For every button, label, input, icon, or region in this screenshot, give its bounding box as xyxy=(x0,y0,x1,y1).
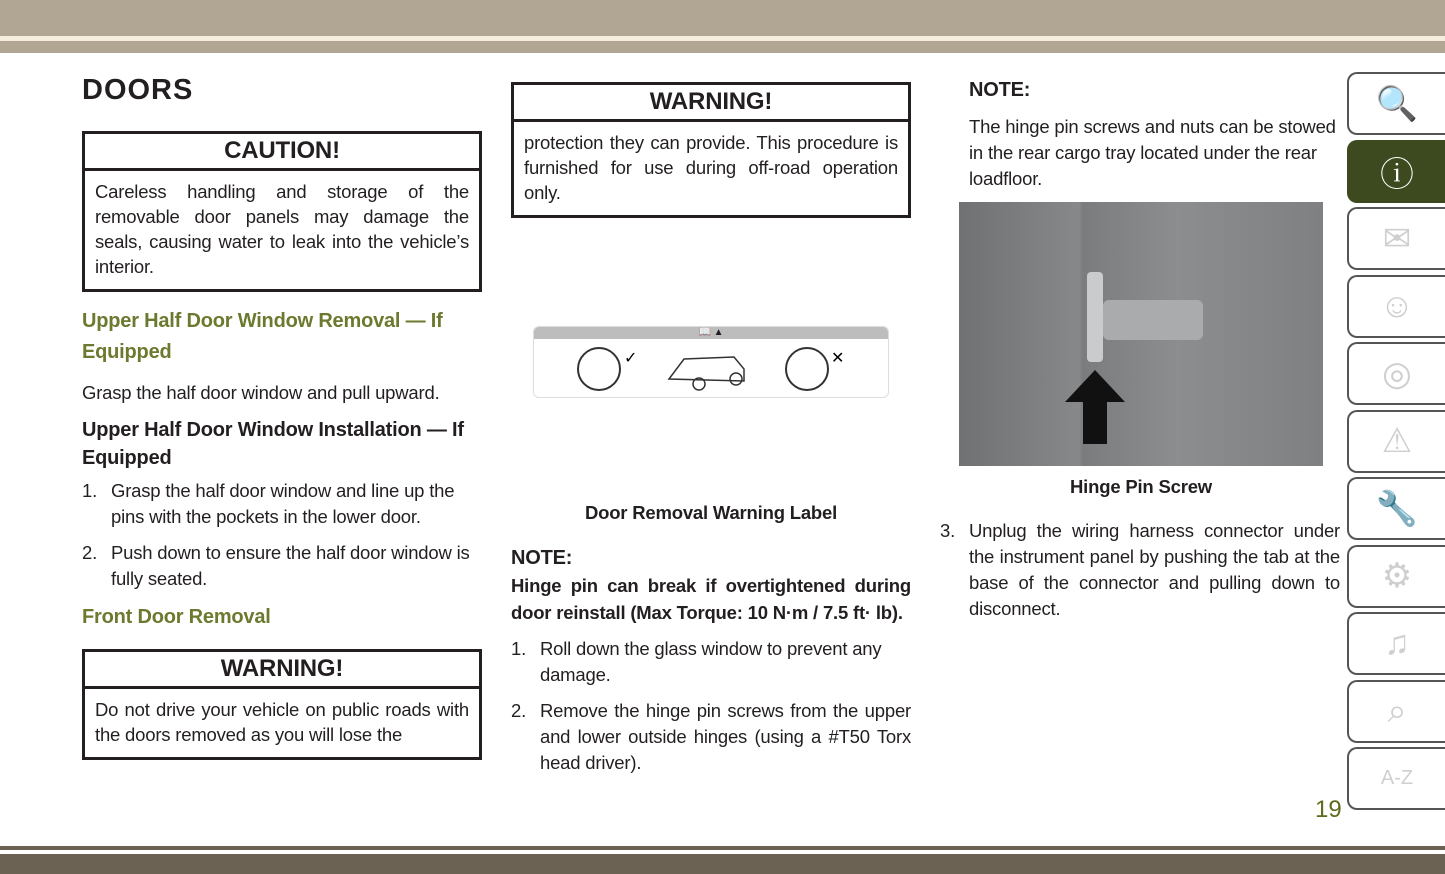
tab-index[interactable] xyxy=(1347,747,1445,810)
caution-box xyxy=(82,131,482,292)
note-body: The hinge pin screws and nuts can be stowed in the rear cargo tray located under the rear loadfloor. xyxy=(969,116,1336,189)
hinge-pin-screw-photo xyxy=(959,202,1323,466)
figure-caption: Door Removal Warning Label xyxy=(584,502,838,523)
caution-body: Careless handling and storage of the removable door panels may damage the seals, causing water to leak into the vehicle’s interior. xyxy=(95,181,469,277)
label-pictograms xyxy=(534,339,888,397)
tab-airbag[interactable] xyxy=(1347,275,1445,338)
arrow-up-icon xyxy=(1065,370,1125,402)
car-info-icon: ⓘ xyxy=(1380,155,1414,194)
warning-body: Do not drive your vehicle on public roads with the doors removed as you will lose the xyxy=(95,699,469,745)
note-label: NOTE: xyxy=(969,79,1031,101)
warning-box-continued xyxy=(511,82,911,218)
note-label: NOTE: xyxy=(511,547,573,569)
warning-title: WARNING! xyxy=(514,85,908,122)
heading-front-door-removal: Front Door Removal xyxy=(82,606,271,628)
specs-gear-icon: ⚙ xyxy=(1381,557,1413,595)
tab-car-info[interactable] xyxy=(1347,140,1445,203)
step-number: 2. xyxy=(511,700,527,721)
step-number: 2. xyxy=(82,542,98,563)
removal-text: Grasp the half door window and pull upward. xyxy=(82,382,440,403)
tab-multimedia[interactable] xyxy=(1347,612,1445,675)
doorless-vehicle-icon xyxy=(669,357,744,381)
page-title: DOORS xyxy=(82,74,194,106)
list-item xyxy=(82,478,482,530)
column-2 xyxy=(511,82,911,786)
door-removal-warning-label-image xyxy=(533,326,889,398)
arrow-shaft xyxy=(1083,400,1107,444)
car-warning-icon: ⚠ xyxy=(1381,422,1413,460)
note-body: Hinge pin can break if overtightened during door reinstall (Max Torque: 10 N·m / 7.5 ft· lb). xyxy=(511,575,911,623)
install-steps xyxy=(82,478,482,592)
tab-light-message[interactable] xyxy=(1347,207,1445,270)
car-wrench-icon: 🔧 xyxy=(1375,489,1419,528)
light-message-icon: ✉ xyxy=(1382,219,1412,258)
list-item xyxy=(82,540,482,592)
tab-specs-gear[interactable] xyxy=(1347,545,1445,608)
page-number: 19 xyxy=(1315,796,1342,823)
caution-title: CAUTION! xyxy=(85,134,479,171)
removal-steps xyxy=(511,636,911,776)
bottom-banner xyxy=(0,846,1445,874)
warning-box xyxy=(82,649,482,760)
search-icon: ⌕ xyxy=(1387,691,1407,730)
tab-car-search[interactable] xyxy=(1347,72,1445,135)
figure-caption: Hinge Pin Screw xyxy=(1070,476,1212,497)
steps xyxy=(940,518,1340,622)
tab-car-warning[interactable] xyxy=(1347,410,1445,473)
step-text: Grasp the half door window and line up the pins with the pockets in the lower door. xyxy=(111,480,455,527)
unbelted-occupant-icon xyxy=(786,348,828,390)
column-3 xyxy=(940,76,1340,632)
heading-window-installation: Upper Half Door Window Installation — If Equipped xyxy=(82,419,464,469)
airbag-icon: ☺ xyxy=(1379,286,1415,325)
heading-window-removal: Upper Half Door Window Removal — If Equipped xyxy=(82,310,443,363)
top-banner xyxy=(0,0,1445,53)
column-1 xyxy=(82,131,482,774)
warning-body: protection they can provide. This procedure is furnished for use during off-road operation only. xyxy=(524,132,898,203)
list-item xyxy=(511,698,911,776)
step-number: 1. xyxy=(511,638,527,659)
index-icon: A-Z xyxy=(1380,767,1414,789)
step-number: 1. xyxy=(82,480,98,501)
list-item xyxy=(511,636,911,688)
hinge-pin xyxy=(1087,272,1103,362)
step-text: Push down to ensure the half door window is fully seated. xyxy=(111,542,470,589)
warning-title: WARNING! xyxy=(85,652,479,689)
step-text: Unplug the wiring harness connector under the instrument panel by pushing the tab at the base of the connector and pulling down to disconnect. xyxy=(969,520,1340,619)
label-header-icons: 📖 ▲ xyxy=(534,327,888,339)
step-number: 3. xyxy=(940,520,956,541)
section-tabs xyxy=(1347,72,1445,815)
list-item xyxy=(940,518,1340,622)
step-text: Roll down the glass window to prevent any damage. xyxy=(540,638,882,685)
x-icon: ✕ xyxy=(831,350,845,367)
car-search-icon: 🔍 xyxy=(1375,84,1419,123)
hinge-plate xyxy=(1103,300,1203,340)
step-text: Remove the hinge pin screws from the upper and lower outside hinges (using a #T50 Torx head driver). xyxy=(540,700,911,773)
tab-search[interactable] xyxy=(1347,680,1445,743)
steering-wheel-icon: ◎ xyxy=(1382,354,1412,393)
tab-steering-wheel[interactable] xyxy=(1347,342,1445,405)
tab-car-wrench[interactable] xyxy=(1347,477,1445,540)
belted-occupant-icon xyxy=(578,348,620,390)
check-icon: ✓ xyxy=(624,350,638,367)
multimedia-icon: ♫ xyxy=(1384,624,1410,662)
